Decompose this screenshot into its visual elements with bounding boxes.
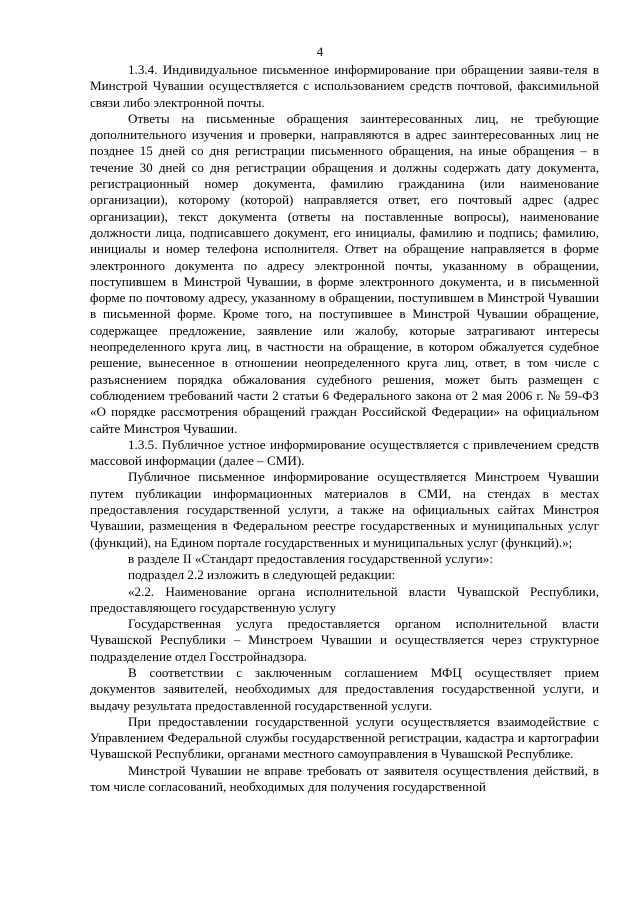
- document-body: [90, 62, 599, 795]
- paragraph-2-2-heading: «2.2. Наименование органа исполнительной власти Чувашской Республики, предоставляющего государственную услугу: [90, 583, 599, 615]
- paragraph-1-3-5: 1.3.5. Публичное устное информирование осуществляется с привлечением средств массовой информации (далее – СМИ).: [90, 436, 599, 469]
- paragraph-written-responses: Ответы на письменные обращения заинтересованных лиц, не требующие дополнительного изучения и проверки, направляются в адрес заинтересованных лиц не позднее 15 дней со дня регистрации письменного обращения, на иные обращения – в течение 30 дней со дня регистрации обращения и должны содержать дату документа, регистрационный номер документа, фамилию гражданина (или наименование организации), которому (которой) направляется ответ, его почтовый адрес (адрес организации), текст документа (ответы на поставленные вопросы), наименование должности лица, подписавшего документ, его инициалы, фамилию и подпись; фамилию, инициалы и номер телефона исполнителя. Ответ на обращение направляется в форме электронного документа по адресу электронной почты, указанному в обращении, поступившем в Минстрой Чувашии, в форме электронного документа, и в письменной форме по почтовому адресу, указанному в обращении, поступившем в Минстрой Чувашии в письменной форме. Кроме того, на поступившее в Минстрой Чувашии обращение, содержащее предложение, заявление или жалобу, которые затрагивают интересы неопределенного круга лиц, в частности на обращение, в котором обжалуется судебное решение, вынесенное в отношении неопределенного круга лиц, ответ, в том числе с разъяснением порядка обжалования судебного решения, может быть размещен с соблюдением требований части 2 статьи 6 Федерального закона от 2 мая 2006 г. № 59-ФЗ «О порядке рассмотрения обращений граждан Российской Федерации» на официальном сайте Минстроя Чувашии.: [90, 110, 599, 436]
- paragraph-mfc-agreement: В соответствии с заключенным соглашением МФЦ осуществляет прием документов заявителей, необходимых для предоставления государственной услуги, и выдачу результата предоставленной государственной услуги.: [90, 664, 599, 713]
- paragraph-public-written-info: Публичное письменное информирование осуществляется Минстроем Чувашии путем публикации информационных материалов в СМИ, на стендах в местах предоставления государственной услуги, а также на официальных сайтах Минстроя Чувашии, размещения в Федеральном реестре государственных и муниципальных услуг (функций), на Едином портале государственных и муниципальных услуг (функций).»;: [90, 469, 599, 550]
- page-number: 4: [316, 44, 324, 59]
- paragraph-1-3-4: 1.3.4. Индивидуальное письменное информирование при обращении заяви-теля в Минстрой Чувашии осуществляется с использованием средств почтовой, факсимильной связи либо электронной почты.: [90, 62, 599, 110]
- paragraph-service-provider: Государственная услуга предоставляется органом исполнительной власти Чувашской Республики – Минстроем Чувашии и осуществляется через структурное подразделение отдел Госстройнадзора.: [90, 616, 599, 664]
- paragraph-subsection-2-2: подраздел 2.2 изложить в следующей редакции:: [128, 567, 396, 583]
- paragraph-no-requirements: Минстрой Чувашии не вправе требовать от заявителя осуществления действий, в том числе согласований, необходимых для получения государственной: [90, 762, 599, 795]
- paragraph-interaction: При предоставлении государственной услуги осуществляется взаимодействие с Управлением Федеральной службы государственной регистрации, кадастра и картографии Чувашской Республики, органами местного самоуправления в Чувашской Республике.: [90, 713, 599, 762]
- paragraph-section-ii: в разделе II «Стандарт предоставления государственной услуги»:: [128, 550, 493, 566]
